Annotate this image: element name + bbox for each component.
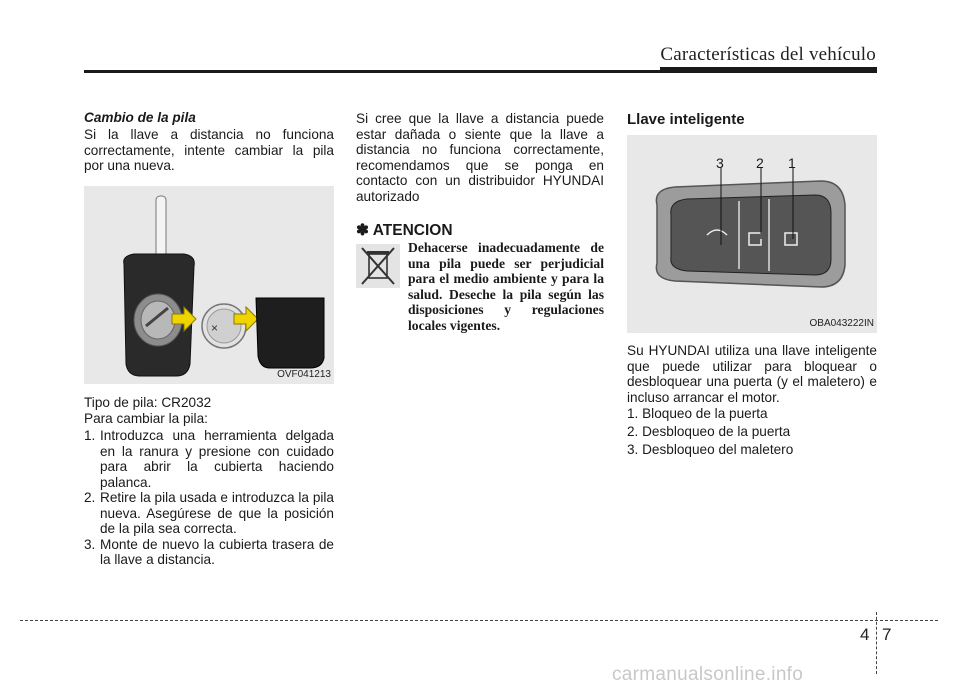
section-title: Características del vehículo <box>660 44 876 65</box>
header-rule-accent <box>660 67 877 73</box>
intro-paragraph: Si la llave a distancia no funciona correctamente, intente cambiar la pila por una nueva. <box>84 127 334 173</box>
smart-key-illustration <box>627 135 877 333</box>
figure-code: OBA043222IN <box>809 318 874 329</box>
smart-key-figure <box>627 135 877 333</box>
warning-text: Dehacerse inadecuadamente de una pila puede ser perjudicial para el medio ambiente y para la salud. Deseche la pila según las disposiciones y regulaciones locales vigentes. <box>408 240 604 333</box>
battery-type: Tipo de pila: CR2032 <box>84 395 212 410</box>
footer-rule <box>20 620 938 621</box>
callout-2: 2 <box>756 155 764 171</box>
svg-text:×: × <box>211 321 219 335</box>
page-number: 7 <box>882 625 892 644</box>
list-item: 1. Introduzca una herramienta delgada en la ranura y presione con cuidado para abrir la cubierta haciendo palanca. <box>84 428 334 490</box>
callout-1: 1 <box>788 155 796 171</box>
steps-list <box>84 428 334 568</box>
footer-divider <box>876 612 877 674</box>
chapter-number: 4 <box>860 625 870 644</box>
figure-code: OVF041213 <box>277 369 331 380</box>
smart-key-heading: Llave inteligente <box>627 111 745 128</box>
list-item: 3. Monte de nuevo la cubierta trasera de la llave a distancia. <box>84 536 334 567</box>
list-item: 2. Retire la pila usada e introduzca la pila nueva. Asegúrese de que la posición de la pila sea correcta. <box>84 490 334 536</box>
watermark: carmanualsonline.info <box>612 664 804 685</box>
dealer-paragraph: Si cree que la llave a distancia puede estar dañada o siente que la llave a distancia no funciona correctamente, recomendamos que se ponga en contacto con un distribuidor HYUNDAI autorizado <box>356 111 604 204</box>
list-item: 1. Bloqueo de la puerta <box>627 406 768 421</box>
list-item: 3. Desbloqueo del maletero <box>627 442 794 457</box>
callout-3: 3 <box>716 155 724 171</box>
steps-intro: Para cambiar la pila: <box>84 411 208 426</box>
remote-key-illustration <box>84 186 334 384</box>
smart-key-paragraph: Su HYUNDAI utiliza una llave inteligente que puede utilizar para bloquear o desbloquear una puerta (y el maletero) e incluso arrancar el motor. <box>627 343 877 405</box>
warning-title: ✽ ATENCION <box>356 222 453 239</box>
crossed-bin-icon <box>356 244 400 288</box>
subsection-heading: Cambio de la pila <box>84 110 196 125</box>
remote-key-battery-figure <box>84 186 334 384</box>
list-item: 2. Desbloqueo de la puerta <box>627 424 791 439</box>
